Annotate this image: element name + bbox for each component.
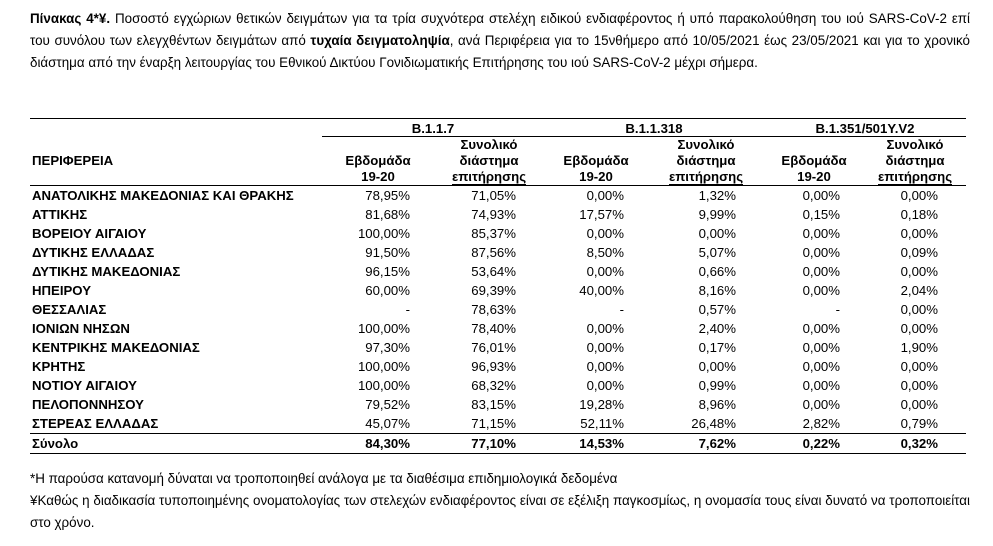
region-cell: ΙΟΝΙΩΝ ΝΗΣΩΝ xyxy=(32,321,130,336)
value-cell: 96,15% xyxy=(365,264,410,279)
value-cell: 0,99% xyxy=(698,378,736,393)
value-cell: 0,00% xyxy=(586,378,624,393)
region-cell: ΘΕΣΣΑΛΙΑΣ xyxy=(32,302,107,317)
value-cell: 0,09% xyxy=(900,245,938,260)
value-cell: 53,64% xyxy=(471,264,516,279)
footnotes xyxy=(30,468,970,534)
table-row xyxy=(30,395,966,414)
value-cell: 45,07% xyxy=(365,416,410,431)
value-cell: 91,50% xyxy=(365,245,410,260)
value-cell: 0,00% xyxy=(900,397,938,412)
value-cell: 77,10% xyxy=(434,434,544,454)
value-cell: 0,00% xyxy=(802,264,840,279)
caption-emphasis: τυχαία δειγματοληψία xyxy=(310,33,450,48)
value-cell: 8,16% xyxy=(698,283,736,298)
value-cell: 0,00% xyxy=(802,188,840,203)
group-header-row xyxy=(30,119,966,137)
value-cell: 0,00% xyxy=(586,188,624,203)
value-cell: - xyxy=(619,302,624,317)
value-cell: 1,32% xyxy=(698,188,736,203)
value-cell: 8,50% xyxy=(586,245,624,260)
value-cell: 81,68% xyxy=(365,207,410,222)
caption-text-after: , ανά Περιφέρεια για το 15νθήμερο από 10/05/2021 έως 23/05/2021 και για το χρονικό διάστημα από την έναρξη λειτουργίας του Εθνικού Δικτύου Γονιδιωματικής Επιτήρησης του ιού SARS-CoV-2 μέχρι σήμερα. xyxy=(30,33,970,70)
value-cell: 5,07% xyxy=(698,245,736,260)
value-cell: 9,99% xyxy=(698,207,736,222)
region-cell: ΝΟΤΙΟΥ ΑΙΓΑΙΟΥ xyxy=(32,378,137,393)
value-cell: 0,00% xyxy=(698,359,736,374)
table-row xyxy=(30,262,966,281)
value-cell: 74,93% xyxy=(471,207,516,222)
value-cell: 83,15% xyxy=(471,397,516,412)
value-cell: 2,82% xyxy=(802,416,840,431)
value-cell: 100,00% xyxy=(357,378,410,393)
value-cell: 0,00% xyxy=(900,188,938,203)
total-label: Σύνολο xyxy=(30,434,322,454)
value-cell: 0,18% xyxy=(900,207,938,222)
value-cell: 7,62% xyxy=(648,434,764,454)
value-cell: 78,63% xyxy=(471,302,516,317)
value-cell: 0,00% xyxy=(900,321,938,336)
region-cell: ΑΝΑΤΟΛΙΚΗΣ ΜΑΚΕΔΟΝΙΑΣ ΚΑΙ ΘΡΑΚΗΣ xyxy=(32,188,294,203)
value-cell: 0,00% xyxy=(802,359,840,374)
value-cell: 17,57% xyxy=(579,207,624,222)
region-cell: ΑΤΤΙΚΗΣ xyxy=(32,207,88,222)
week-column-header: Εβδομάδα 19-20 xyxy=(563,153,629,184)
value-cell: 0,00% xyxy=(586,359,624,374)
value-cell: 0,66% xyxy=(698,264,736,279)
value-cell: 52,11% xyxy=(580,416,624,431)
table-row xyxy=(30,243,966,262)
value-cell: 0,00% xyxy=(900,264,938,279)
value-cell: 100,00% xyxy=(357,321,410,336)
value-cell: 26,48% xyxy=(691,416,736,431)
table-row xyxy=(30,224,966,243)
region-cell: ΗΠΕΙΡΟΥ xyxy=(32,283,91,298)
table-row xyxy=(30,281,966,300)
value-cell: 0,00% xyxy=(900,378,938,393)
value-cell: 96,93% xyxy=(471,359,516,374)
value-cell: 71,15% xyxy=(471,416,516,431)
table-row xyxy=(30,319,966,338)
sub-header-row xyxy=(30,137,966,186)
value-cell: 0,00% xyxy=(586,226,624,241)
value-cell: 0,00% xyxy=(900,226,938,241)
value-cell: 0,00% xyxy=(802,397,840,412)
table-body xyxy=(30,186,966,454)
total-period-column-header: Συνολικό διάστημα επιτήρησης xyxy=(877,137,953,184)
total-period-column-header: Συνολικό διάστημα επιτήρησης xyxy=(451,137,527,184)
value-cell: 2,04% xyxy=(900,283,938,298)
table-row xyxy=(30,357,966,376)
value-cell: 79,52% xyxy=(365,397,410,412)
value-cell: 0,00% xyxy=(586,340,624,355)
value-cell: 14,53% xyxy=(544,434,648,454)
region-column-header: ΠΕΡΙΦΕΡΕΙΑ xyxy=(32,152,114,168)
value-cell: 0,57% xyxy=(698,302,736,317)
value-cell: 0,00% xyxy=(802,245,840,260)
value-cell: 69,39% xyxy=(471,283,516,298)
week-column-header: Εβδομάδα 19-20 xyxy=(781,153,847,184)
value-cell: 71,05% xyxy=(471,188,516,203)
value-cell: 8,96% xyxy=(698,397,736,412)
value-cell: 0,00% xyxy=(586,321,624,336)
value-cell: 0,00% xyxy=(900,359,938,374)
value-cell: 0,17% xyxy=(698,340,736,355)
value-cell: 0,00% xyxy=(802,321,840,336)
value-cell: 0,79% xyxy=(900,416,938,431)
value-cell: 85,37% xyxy=(471,226,516,241)
value-cell: 0,00% xyxy=(802,378,840,393)
value-cell: 100,00% xyxy=(357,226,410,241)
value-cell: 0,00% xyxy=(698,226,736,241)
variants-table xyxy=(30,118,966,454)
region-cell: ΠΕΛΟΠΟΝΝΗΣΟΥ xyxy=(32,397,144,412)
table-row xyxy=(30,376,966,395)
value-cell: 0,00% xyxy=(802,283,840,298)
value-cell: - xyxy=(835,302,840,317)
table-caption xyxy=(30,8,970,74)
value-cell: 78,95% xyxy=(365,188,410,203)
week-column-header: Εβδομάδα 19-20 xyxy=(345,153,411,184)
footnote-yen: ¥Καθώς η διαδικασία τυποποιημένης ονοματολογίας των στελεχών ενδιαφέροντος είναι σε εξέλιξη παγκοσμίως, η ονομασία τους είναι δυνατό να τροποποιείται στο χρόνο. xyxy=(30,493,970,530)
value-cell: 0,15% xyxy=(802,207,840,222)
value-cell: 19,28% xyxy=(579,397,624,412)
value-cell: 2,40% xyxy=(698,321,736,336)
group-header-b11318: B.1.1.318 xyxy=(544,119,764,137)
value-cell: 97,30% xyxy=(365,340,410,355)
total-row xyxy=(30,434,966,454)
group-header-b117: B.1.1.7 xyxy=(322,119,544,137)
region-cell: ΔΥΤΙΚΗΣ ΜΑΚΕΔΟΝΙΑΣ xyxy=(32,264,181,279)
table-row xyxy=(30,205,966,224)
value-cell: 68,32% xyxy=(471,378,516,393)
value-cell: 0,00% xyxy=(586,264,624,279)
value-cell: 1,90% xyxy=(900,340,938,355)
value-cell: 60,00% xyxy=(365,283,410,298)
table-row xyxy=(30,186,966,206)
table-row xyxy=(30,338,966,357)
value-cell: 0,32% xyxy=(864,434,966,454)
value-cell: 78,40% xyxy=(471,321,516,336)
table-row xyxy=(30,300,966,319)
value-cell: 0,00% xyxy=(802,340,840,355)
value-cell: 0,00% xyxy=(802,226,840,241)
value-cell: 40,00% xyxy=(579,283,624,298)
value-cell: 0,22% xyxy=(764,434,864,454)
table-row xyxy=(30,414,966,434)
value-cell: 100,00% xyxy=(357,359,410,374)
region-cell: ΒΟΡΕΙΟΥ ΑΙΓΑΙΟΥ xyxy=(32,226,147,241)
total-period-column-header: Συνολικό διάστημα επιτήρησης xyxy=(668,137,744,184)
footnote-asterisk: *Η παρούσα κατανομή δύναται να τροποποιηθεί ανάλογα με τα διαθέσιμα επιδημιολογικά δεδομένα xyxy=(30,471,618,486)
group-header-b1351: B.1.351/501Y.V2 xyxy=(764,119,966,137)
region-cell: ΣΤΕΡΕΑΣ ΕΛΛΑΔΑΣ xyxy=(32,416,159,431)
value-cell: 76,01% xyxy=(471,340,516,355)
value-cell: 84,30% xyxy=(322,434,434,454)
caption-text-before: Ποσοστό εγχώριων θετικών δειγμάτων για τα τρία συχνότερα στελέχη ειδικού ενδιαφέροντος ή υπό παρακολούθηση του ιού SARS-CoV-2 επί του συνόλου των ελεγχθέντων δειγμάτων από xyxy=(30,11,970,48)
region-cell: ΚΡΗΤΗΣ xyxy=(32,359,86,374)
region-cell: ΚΕΝΤΡΙΚΗΣ ΜΑΚΕΔΟΝΙΑΣ xyxy=(32,340,200,355)
value-cell: 0,00% xyxy=(900,302,938,317)
value-cell: - xyxy=(405,302,410,317)
value-cell: 87,56% xyxy=(471,245,516,260)
caption-label: Πίνακας 4*¥. xyxy=(30,11,111,26)
region-cell: ΔΥΤΙΚΗΣ ΕΛΛΑΔΑΣ xyxy=(32,245,155,260)
